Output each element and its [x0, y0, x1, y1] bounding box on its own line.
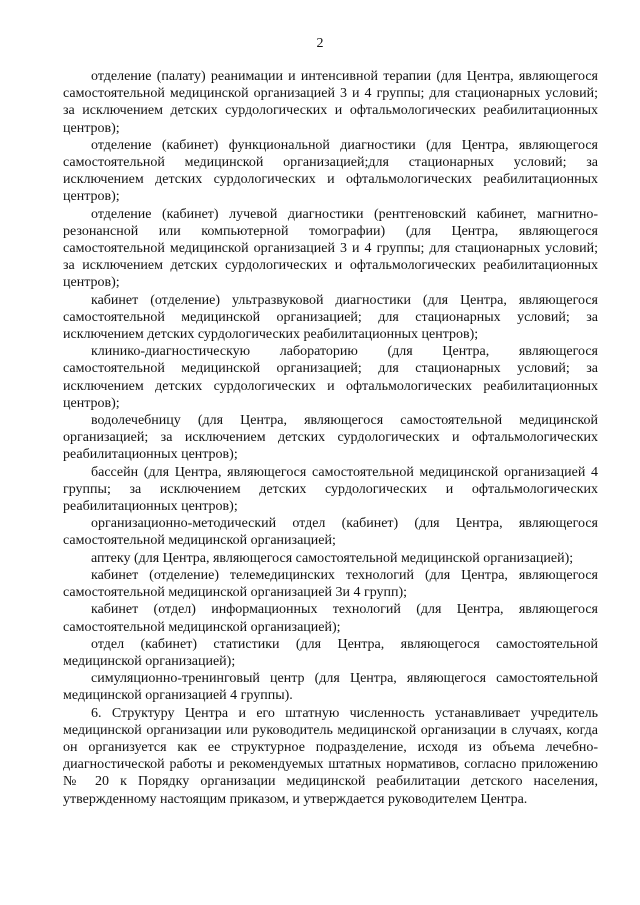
paragraph-ultrasound: кабинет (отделение) ультразвуковой диагностики (для Центра, являющегося самостоятельной медицинской организацией; для стационарных условий; за исключением детских сурдологических реабилитационных центров);	[63, 292, 598, 343]
paragraph-hydrotherapy: водолечебницу (для Центра, являющегося самостоятельной медицинской организацией; за исключением детских сурдологических и офтальмологических реабилитационных центров);	[63, 413, 598, 463]
paragraph-item-6: 6. Структуру Центра и его штатную численность устанавливает учредитель медицинской организации или руководитель медицинской организации в случаях, когда он организуется как ее структурное подразделение, исходя из объема лечебно-диагностической работы и рекомендуемых штатных нормативов, согласно приложению № 20 к Порядку организации медицинской реабилитации детского населения, утвержденному настоящим приказом, и утверждается руководителем Центра.	[63, 705, 598, 807]
paragraph-telemedicine: кабинет (отделение) телемедицинских технологий (для Центра, являющегося самостоятельной медицинской организацией 3и 4 групп);	[63, 567, 598, 601]
paragraph-functional-diagnostics: отделение (кабинет) функциональной диагностики (для Центра, являющегося самостоятельной медицинской организацией;для стационарных условий; за исключением детских сурдологических и офтальмологических реабилитационных центров);	[63, 137, 598, 205]
paragraph-radiology: отделение (кабинет) лучевой диагностики (рентгеновский кабинет, магнитно-резонансной или компьютерной томографии) (для Центра, являющегося самостоятельной медицинской организацией 3 и 4 группы; для стационарных условий; за исключением детских сурдологических и офтальмологических реабилитационных центров);	[63, 206, 598, 291]
paragraph-clinical-lab: клинико-диагностическую лабораторию (для Центра, являющегося самостоятельной медицинской организацией; для стационарных условий; за исключением детских сурдологических и офтальмологических реабилитационных центров);	[63, 344, 598, 411]
paragraph-icu: отделение (палату) реанимации и интенсивной терапии (для Центра, являющегося самостоятельной медицинской организацией 3 и 4 группы; для стационарных условий; за исключением детских сурдологических и офтальмологических реабилитационных центров);	[63, 69, 598, 136]
paragraph-it-dept: кабинет (отдел) информационных технологий (для Центра, являющегося самостоятельной медицинской организацией);	[63, 602, 598, 635]
paragraph-simulation-center: симуляционно-тренинговый центр (для Центра, являющегося самостоятельной медицинской организацией 4 группы).	[63, 671, 598, 704]
page-number: 2	[316, 36, 324, 51]
document-body	[63, 68, 598, 808]
paragraph-statistics: отдел (кабинет) статистики (для Центра, являющегося самостоятельной медицинской организацией);	[63, 636, 598, 669]
paragraph-pool: бассейн (для Центра, являющегося самостоятельной медицинской организацией 4 группы; за исключением детских сурдологических и офтальмологических реабилитационных центров);	[63, 464, 598, 515]
paragraph-pharmacy: аптеку (для Центра, являющегося самостоятельной медицинской организацией);	[91, 550, 574, 566]
paragraph-methodology-dept: организационно-методический отдел (кабинет) (для Центра, являющегося самостоятельной медицинской организацией;	[63, 516, 598, 549]
